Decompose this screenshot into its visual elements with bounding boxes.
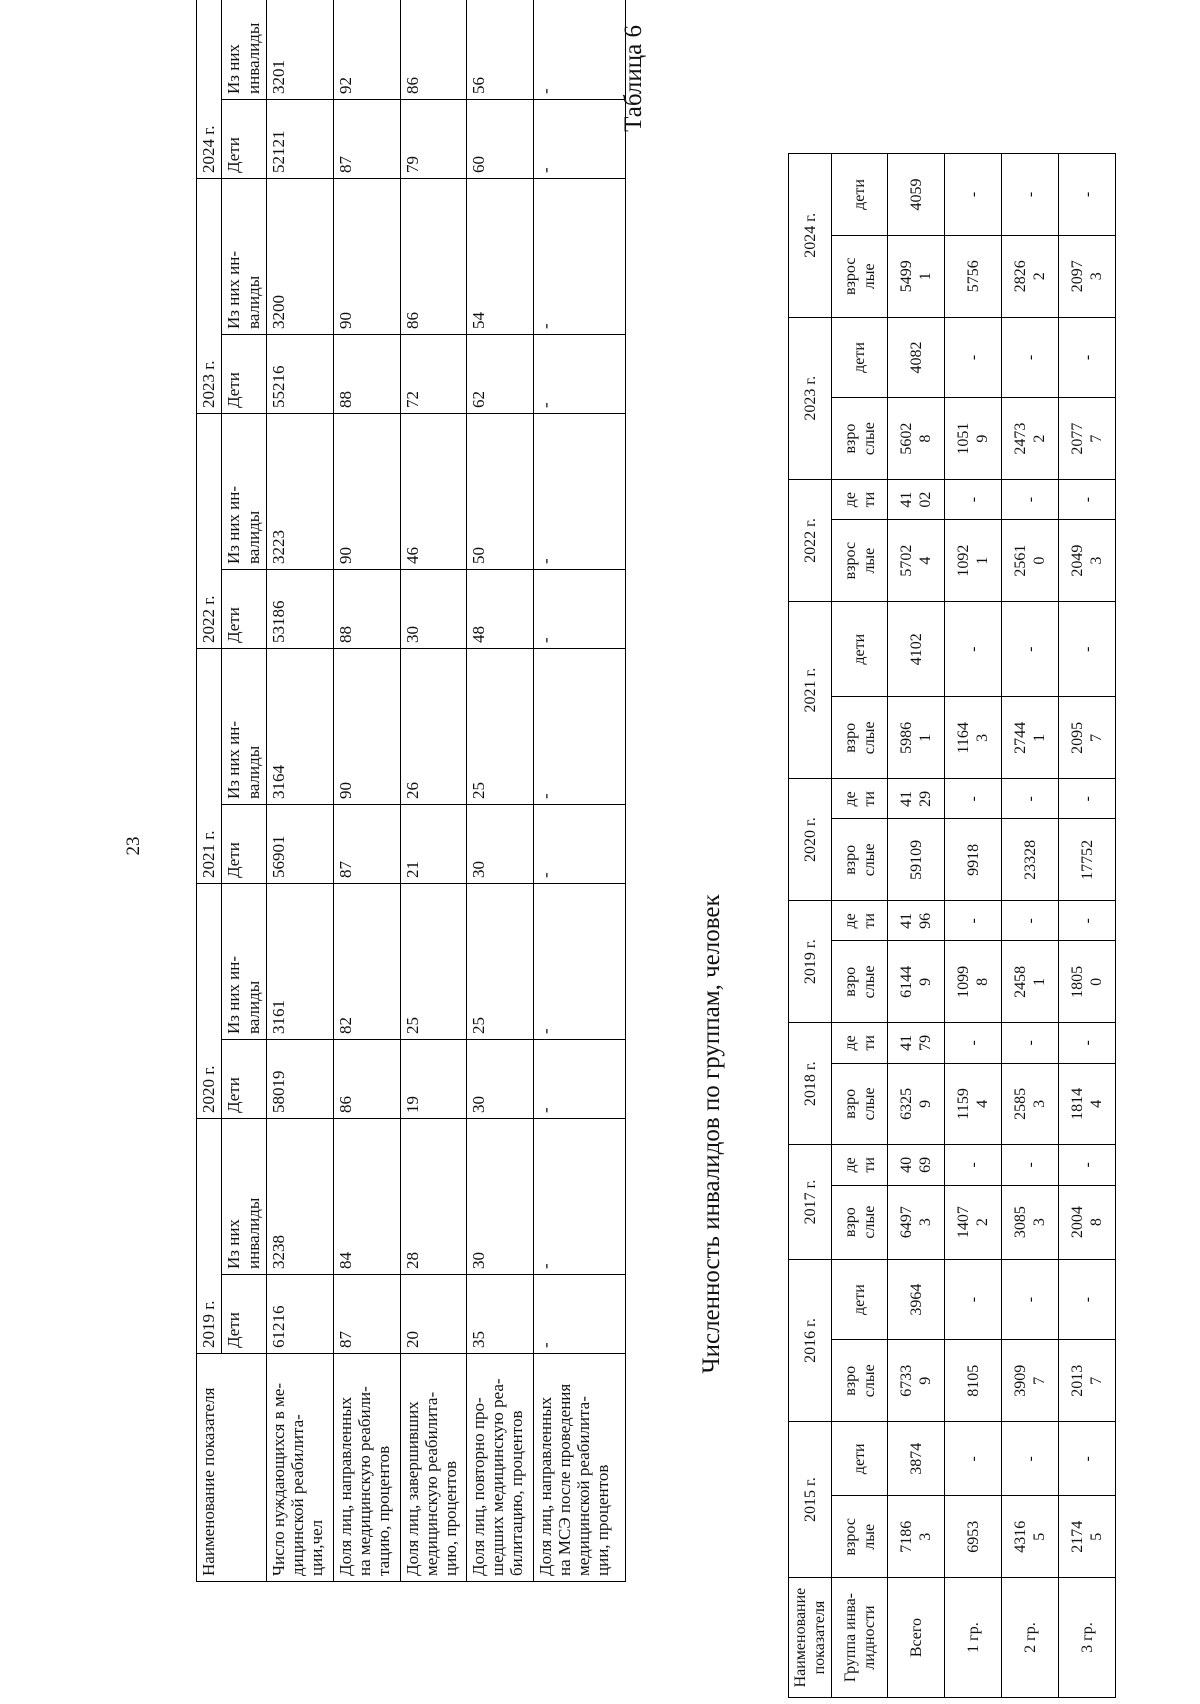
indicator-header: Наименование показателя [197, 1354, 267, 1582]
table-cell: 59109 [888, 819, 945, 901]
table-cell: 41 96 [888, 901, 945, 941]
table-cell: - [534, 570, 626, 649]
table-cell: - [945, 479, 1002, 519]
table-row [333, 0, 400, 1582]
sub-header: взро слые [832, 1340, 888, 1422]
table-cell: 90 [333, 179, 400, 335]
table-cell: 1164 3 [945, 697, 1002, 779]
table-cell: 20 [400, 1275, 467, 1354]
table-cell: 26 [400, 649, 467, 805]
table-cell: 6733 9 [888, 1340, 945, 1422]
table-cell: 61216 [267, 1275, 334, 1354]
children-header: Дети [222, 335, 267, 414]
group-header: Группа инва- лидности [832, 1578, 888, 1698]
year-header: 2015 г. [789, 1422, 832, 1578]
table-cell: 87 [333, 805, 400, 884]
table-cell: - [945, 317, 1002, 398]
table-cell: - [1002, 1422, 1059, 1496]
year-header: 2018 г. [789, 1023, 832, 1145]
indicator-name: Доля лиц, направленных на медицинскую реабили- тацию, процентов [333, 1354, 400, 1582]
table-cell: 2049 3 [1059, 520, 1116, 602]
table-cell: - [945, 1259, 1002, 1340]
children-header: Дети [222, 805, 267, 884]
disabled-header: Из них ин- валиды [222, 649, 267, 805]
table-cell: - [534, 805, 626, 884]
table-cell: 25 [467, 649, 534, 805]
table-cell: 87 [333, 1275, 400, 1354]
year-header: 2016 г. [789, 1259, 832, 1421]
children-header: Дети [222, 570, 267, 649]
table-cell: - [534, 649, 626, 805]
table-title: Численность инвалидов по группам, человек [698, 894, 725, 1374]
table-cell: 48 [467, 570, 534, 649]
table-cell: 3874 [888, 1422, 945, 1496]
table-cell: - [1059, 779, 1116, 819]
table-cell: 1805 0 [1059, 941, 1116, 1023]
table-cell: 5602 8 [888, 398, 945, 480]
table-cell: 3085 3 [1002, 1185, 1059, 1259]
table-cell: - [534, 414, 626, 570]
disability-groups-table [788, 153, 1116, 1698]
table-cell: 52121 [267, 100, 334, 179]
table-cell: 56901 [267, 805, 334, 884]
table-cell: 7186 3 [888, 1496, 945, 1578]
table-cell: 3161 [267, 884, 334, 1040]
table-cell: 4102 [888, 601, 945, 697]
table-cell: 17752 [1059, 819, 1116, 901]
table-cell: 28 [400, 1119, 467, 1275]
table-cell: - [1059, 1145, 1116, 1185]
table-row [467, 0, 534, 1582]
disability-groups-table-container [788, 153, 1105, 1698]
table-cell: - [1002, 901, 1059, 941]
children-header: Дети [222, 1275, 267, 1354]
table-cell: 2077 7 [1059, 398, 1116, 480]
table-cell: 1159 4 [945, 1063, 1002, 1145]
table-cell: 4316 5 [1002, 1496, 1059, 1578]
table-cell: - [1002, 479, 1059, 519]
sub-header: дети [832, 154, 888, 236]
table-cell: 30 [467, 1040, 534, 1119]
table-cell: 2013 7 [1059, 1340, 1116, 1422]
group-name: Всего [888, 1578, 945, 1698]
table-cell: 54 [467, 179, 534, 335]
table-cell: 3164 [267, 649, 334, 805]
table-cell: - [1002, 1023, 1059, 1063]
table-cell: 41 02 [888, 479, 945, 519]
rehabilitation-table [196, 0, 626, 1582]
table-cell: 60 [467, 100, 534, 179]
rehabilitation-table-container [196, 22, 626, 1582]
year-header: 2022 г. [197, 414, 222, 649]
table-cell: - [534, 0, 626, 100]
year-header: 2024 г. [197, 0, 222, 179]
table-cell: 56 [467, 0, 534, 100]
sub-header: взрос лые [832, 235, 888, 317]
table-cell: 1814 4 [1059, 1063, 1116, 1145]
year-header: 2017 г. [789, 1145, 832, 1260]
year-header: 2020 г. [789, 779, 832, 901]
table-cell: 2174 5 [1059, 1496, 1116, 1578]
table-cell: 90 [333, 414, 400, 570]
table-cell: - [945, 901, 1002, 941]
year-header: 2023 г. [197, 179, 222, 414]
table-caption: Таблица 6 [620, 25, 647, 132]
children-header: Дети [222, 1040, 267, 1119]
table-cell: - [534, 1119, 626, 1275]
table-cell: - [1059, 1422, 1116, 1496]
disabled-header: Из них ин- валиды [222, 884, 267, 1040]
table-cell: 2004 8 [1059, 1185, 1116, 1259]
table-cell: 3200 [267, 179, 334, 335]
disability-groups-table-body [888, 154, 1116, 1698]
table-cell: 62 [467, 335, 534, 414]
table-cell: - [534, 1040, 626, 1119]
table-cell: 2585 3 [1002, 1063, 1059, 1145]
sub-header: дети [832, 1422, 888, 1496]
table-cell: - [1059, 901, 1116, 941]
table-cell: 25 [467, 884, 534, 1040]
year-header: 2024 г. [789, 154, 832, 318]
table-cell: 50 [467, 414, 534, 570]
group-name: 2 гр. [1002, 1578, 1059, 1698]
page-number: 23 [123, 836, 144, 856]
table-cell: - [1059, 154, 1116, 236]
table-cell: - [534, 179, 626, 335]
sub-header: взро слые [832, 398, 888, 480]
table-cell: 23328 [1002, 819, 1059, 901]
table-row [400, 0, 467, 1582]
table-cell: 6953 [945, 1496, 1002, 1578]
table-cell: - [534, 884, 626, 1040]
table-cell: 86 [400, 179, 467, 335]
table-cell: - [1059, 1023, 1116, 1063]
sub-header: де ти [832, 1145, 888, 1185]
sub-header: взро слые [832, 1063, 888, 1145]
disabled-header: Из них ин- валиды [222, 414, 267, 570]
table-cell: - [945, 1145, 1002, 1185]
table-cell: 1092 1 [945, 520, 1002, 602]
table-cell: 41 29 [888, 779, 945, 819]
table-cell: 3223 [267, 414, 334, 570]
table-cell: 6325 9 [888, 1063, 945, 1145]
table-cell: - [1002, 601, 1059, 697]
indicator-header: Наименование показателя [789, 1578, 832, 1698]
table-cell: 41 79 [888, 1023, 945, 1063]
table-cell: 2744 1 [1002, 697, 1059, 779]
table-cell: - [1002, 154, 1059, 236]
table-cell: 79 [400, 100, 467, 179]
table-cell: 5986 1 [888, 697, 945, 779]
sub-header: дети [832, 317, 888, 398]
table-cell: 82 [333, 884, 400, 1040]
rehabilitation-table-body [267, 0, 626, 1582]
table-cell: 88 [333, 570, 400, 649]
sub-header: взро слые [832, 941, 888, 1023]
table-cell: 53186 [267, 570, 334, 649]
table-cell: 30 [467, 1119, 534, 1275]
indicator-name: Число нуждающихся в ме- дицинской реабилита- ции,чел [267, 1354, 334, 1582]
sub-header: де ти [832, 901, 888, 941]
table-cell: 25 [400, 884, 467, 1040]
table-cell: 1051 9 [945, 398, 1002, 480]
table-cell: 2826 2 [1002, 235, 1059, 317]
table-cell: 3238 [267, 1119, 334, 1275]
table-cell: - [534, 100, 626, 179]
indicator-name: Доля лиц, повторно про- шедших медицинскую реа- билитацию, процентов [467, 1354, 534, 1582]
table-cell: - [1059, 479, 1116, 519]
table-row [534, 0, 626, 1582]
table-cell: 6144 9 [888, 941, 945, 1023]
table-row [267, 0, 334, 1582]
indicator-name: Доля лиц, направленных на МСЭ после проведения медицинской реабилита- ции, процентов [534, 1354, 626, 1582]
table-cell: - [534, 1275, 626, 1354]
table-cell: 6497 3 [888, 1185, 945, 1259]
sub-header: взро слые [832, 697, 888, 779]
year-header: 2023 г. [789, 317, 832, 479]
table-cell: 5702 4 [888, 520, 945, 602]
table-cell: - [1002, 779, 1059, 819]
table-cell: 2097 3 [1059, 235, 1116, 317]
year-header: 2021 г. [789, 601, 832, 778]
table-cell: - [1002, 1145, 1059, 1185]
table-row [1002, 154, 1059, 1698]
table-cell: 3909 7 [1002, 1340, 1059, 1422]
year-header: 2019 г. [789, 901, 832, 1023]
table-cell: 4059 [888, 154, 945, 236]
table-cell: 30 [467, 805, 534, 884]
table-cell: 5756 [945, 235, 1002, 317]
table-cell: - [534, 335, 626, 414]
table-cell: 87 [333, 100, 400, 179]
group-name: 3 гр. [1059, 1578, 1116, 1698]
table-cell: 5499 1 [888, 235, 945, 317]
table-cell: 30 [400, 570, 467, 649]
year-header: 2021 г. [197, 649, 222, 884]
sub-header: взрос лые [832, 1496, 888, 1578]
table-cell: 55216 [267, 335, 334, 414]
table-cell: - [945, 154, 1002, 236]
table-cell: 2095 7 [1059, 697, 1116, 779]
table-cell: - [945, 601, 1002, 697]
table-cell: 9918 [945, 819, 1002, 901]
children-header: Дети [222, 100, 267, 179]
table-cell: - [945, 1422, 1002, 1496]
table-cell: - [945, 1023, 1002, 1063]
table-cell: 2458 1 [1002, 941, 1059, 1023]
sub-header: дети [832, 1259, 888, 1340]
sub-header: взро слые [832, 819, 888, 901]
table-cell: 72 [400, 335, 467, 414]
table-row [945, 154, 1002, 1698]
table-cell: - [1059, 601, 1116, 697]
year-header: 2020 г. [197, 884, 222, 1119]
sub-header: де ти [832, 1023, 888, 1063]
table-cell: 1407 2 [945, 1185, 1002, 1259]
table-cell: 3201 [267, 0, 334, 100]
disabled-header: Из них инвалиды [222, 1119, 267, 1275]
table-cell: 35 [467, 1275, 534, 1354]
table-cell: 21 [400, 805, 467, 884]
table-cell: 2473 2 [1002, 398, 1059, 480]
table-cell: 2561 0 [1002, 520, 1059, 602]
table-cell: - [1002, 1259, 1059, 1340]
sub-header: взро слые [832, 1185, 888, 1259]
table-cell: 58019 [267, 1040, 334, 1119]
table-cell: - [1002, 317, 1059, 398]
table-cell: - [1059, 317, 1116, 398]
sub-header: дети [832, 601, 888, 697]
table-cell: 86 [400, 0, 467, 100]
year-header: 2019 г. [197, 1119, 222, 1354]
table-cell: 1099 8 [945, 941, 1002, 1023]
table-cell: 3964 [888, 1259, 945, 1340]
table-cell: 4082 [888, 317, 945, 398]
indicator-name: Доля лиц, завершивших медицинскую реабилита- цию, процентов [400, 1354, 467, 1582]
table-cell: - [1059, 1259, 1116, 1340]
table-cell: 46 [400, 414, 467, 570]
disabled-header: Из них ин- валиды [222, 179, 267, 335]
table-cell: 90 [333, 649, 400, 805]
sub-header: де ти [832, 779, 888, 819]
sub-header: де ти [832, 479, 888, 519]
year-header: 2022 г. [789, 479, 832, 601]
table-cell: 8105 [945, 1340, 1002, 1422]
table-cell: 88 [333, 335, 400, 414]
table-row [1059, 154, 1116, 1698]
table-cell: 84 [333, 1119, 400, 1275]
table-cell: 86 [333, 1040, 400, 1119]
group-name: 1 гр. [945, 1578, 1002, 1698]
table-row [888, 154, 945, 1698]
disabled-header: Из них инвалиды [222, 0, 267, 100]
table-cell: 40 69 [888, 1145, 945, 1185]
table-cell: 92 [333, 0, 400, 100]
table-cell: 19 [400, 1040, 467, 1119]
table-cell: - [945, 779, 1002, 819]
sub-header: взрос лые [832, 520, 888, 602]
